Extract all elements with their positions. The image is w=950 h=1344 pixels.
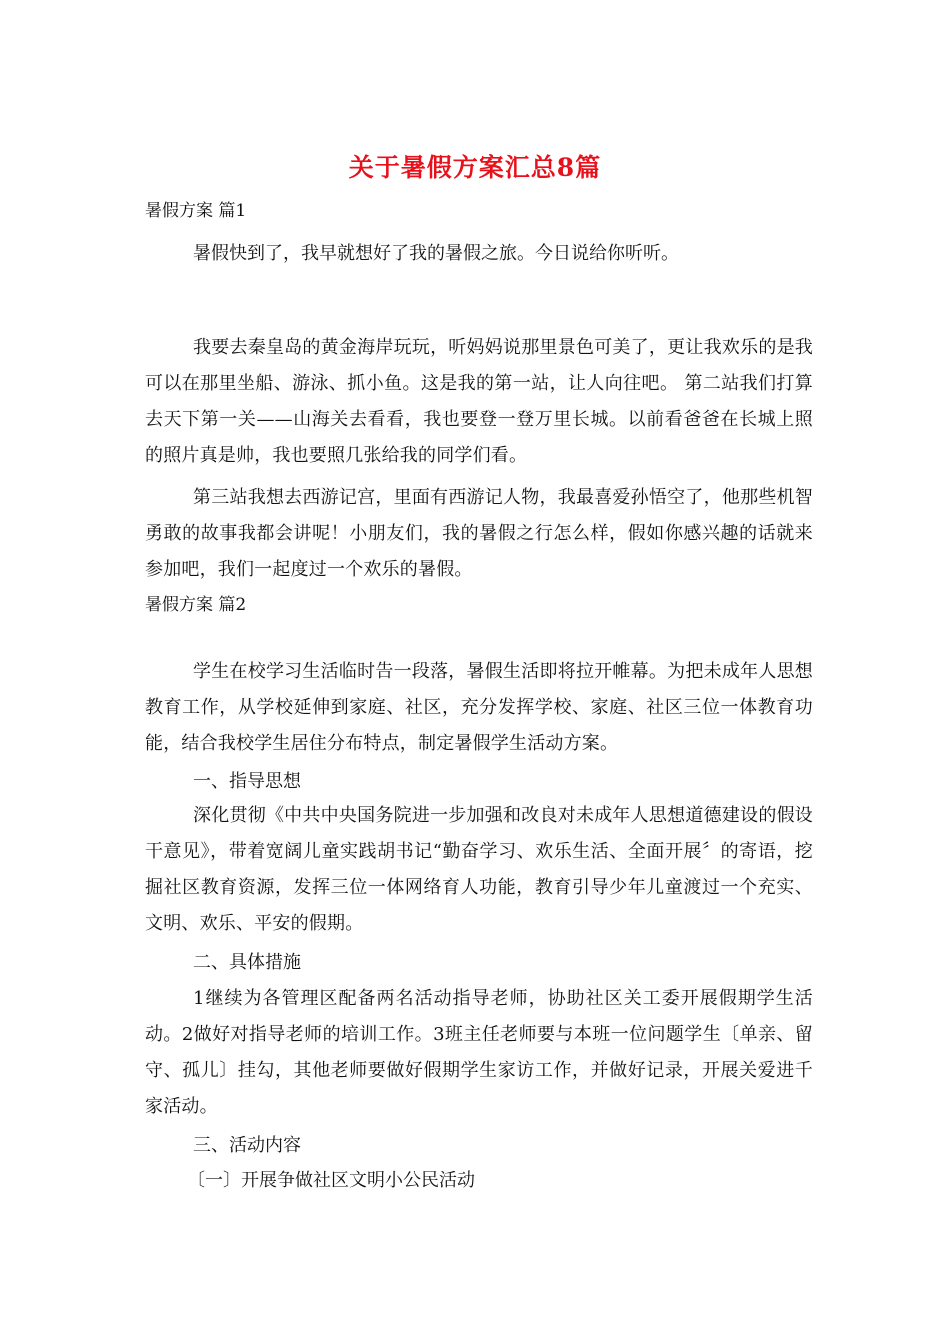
section2-paragraph-2: 深化贯彻《中共中央国务院进一步加强和改良对未成年人思想道德建设的假设干意见》，带着宽阔儿童实践胡书记“勤奋学习、欢乐生活、全面开展〞的寄语，挖掘社区教育资源，发挥三位一体网络育人功能，教育引导少年儿童渡过一个充实、文明、欢乐、平安的假期。 (145, 805, 813, 934)
section-heading-1: 暑假方案 篇1 (145, 201, 247, 221)
section2-paragraph-3: 1继续为各管理区配备两名活动指导老师，协助社区关工委开展假期学生活动。2做好对指导老师的培训工作。3班主任老师要与本班一位问题学生〔单亲、留守、孤儿〕挂勾，其他老师要做好假期学生家访工作，并做好记录，开展关爱进千家活动。 (145, 988, 813, 1117)
section2-subheading-1: 一、指导思想 (193, 771, 301, 792)
section-heading-2: 暑假方案 篇2 (145, 595, 247, 615)
section2-paragraph-1: 学生在校学习生活临时告一段落，暑假生活即将拉开帷幕。为把未成年人思想教育工作，从学校延伸到家庭、社区，充分发挥学校、家庭、社区三位一体教育功能，结合我校学生居住分布特点，制定暑假学生活动方案。 (145, 661, 813, 754)
section1-paragraph-3: 第三站我想去西游记宫，里面有西游记人物，我最喜爱孙悟空了，他那些机智勇敢的故事我都会讲呢！小朋友们，我的暑假之行怎么样，假如你感兴趣的话就来参加吧，我们一起度过一个欢乐的暑假。 (145, 487, 813, 580)
section2-subheading-4: 〔一〕开展争做社区文明小公民活动 (187, 1170, 475, 1191)
document-title: 关于暑假方案汇总8篇 (348, 153, 602, 182)
section2-subheading-3: 三、活动内容 (193, 1135, 301, 1156)
section1-paragraph-1: 暑假快到了，我早就想好了我的暑假之旅。今日说给你听听。 (193, 243, 679, 264)
section2-subheading-2: 二、具体措施 (193, 952, 301, 973)
section1-paragraph-2: 我要去秦皇岛的黄金海岸玩玩，听妈妈说那里景色可美了，更让我欢乐的是我可以在那里坐船、游泳、抓小鱼。这是我的第一站，让人向往吧。 第二站我们打算去天下第一关——山海关去看看，我也要登一登万里长城。以前看爸爸在长城上照的照片真是帅，我也要照几张给我的同学们看。 (145, 337, 813, 466)
